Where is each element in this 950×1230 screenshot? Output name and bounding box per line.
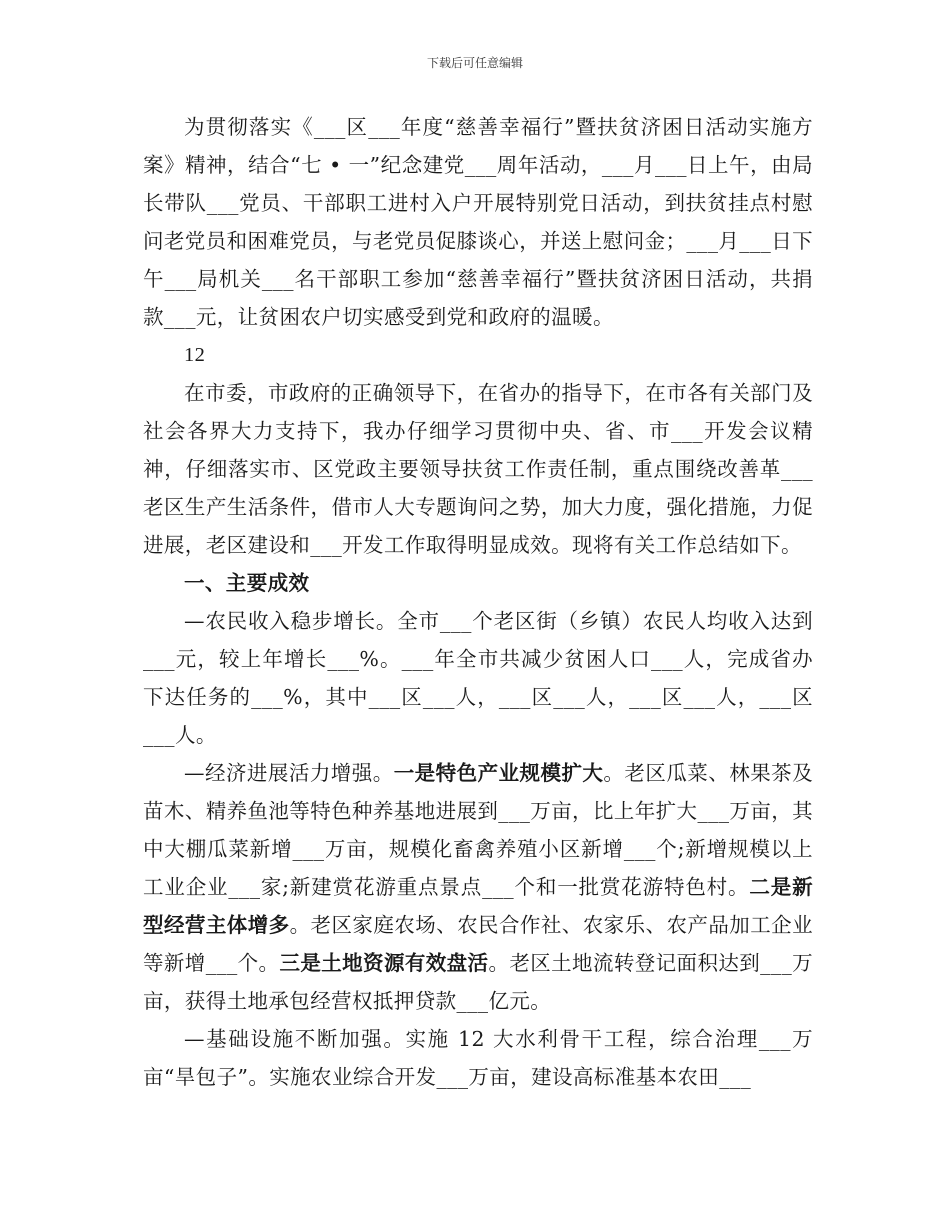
paragraph-economy: [143, 754, 813, 1020]
point-three: 三是土地资源有效盘活: [279, 951, 489, 975]
paragraph-activity: 为贯彻落实《___区___年度“慈善幸福行”暨扶贫济困日活动实施方案》精神，结合“七 • 一”纪念建党___周年活动，___月___日上午，由局长带队___党员、干部职工进村入户开展特别党日活动，到扶贫挂点村慰问老党员和困难党员，与老党员促膝谈心，并送上慰问金；___月___日下午___局机关___名干部职工参加“慈善幸福行”暨扶贫济困日活动，共捐款___元，让贫困农户切实感受到党和政府的温暖。: [143, 115, 813, 329]
section-number: 12: [184, 344, 206, 366]
point-one-text: 。老区瓜菜、林果茶及苗木、精养鱼池等特色种养基地进展到___万亩，比上年扩大___万亩，其中大棚瓜菜新增___万亩，规模化畜禽养殖小区新增___个;新增规模以上工业企业___家;新建赏花游重点景点___个和一批赏花游特色村。: [143, 761, 814, 899]
point-two-text: 。老区家庭农场、农民合作社、农家乐、农产品加工企业等新增___个。: [143, 913, 813, 975]
document-body: [143, 108, 813, 1096]
page-header: 下载后可任意编辑: [426, 56, 523, 70]
paragraph-infrastructure: —基础设施不断加强。实施 12 大水利骨干工程，综合治理___万亩“旱包子”。实施农业综合开发___万亩，建设高标准基本农田___: [143, 1027, 813, 1089]
paragraph-intro: 在市委，市政府的正确领导下，在省办的指导下，在市各有关部门及社会各界大力支持下，我办仔细学习贯彻中央、省、市___开发会议精神，仔细落实市、区党政主要领导扶贫工作责任制，重点围绕改善革___老区生产生活条件，借市人大专题询问之势，加大力度，强化措施，力促进展，老区建设和___开发工作取得明显成效。现将有关工作总结如下。: [143, 381, 813, 557]
section-heading: 一、主要成效: [184, 571, 310, 595]
economy-lead: —经济进展活力增强。: [184, 761, 394, 785]
point-two: 二是新型经营主体增多: [143, 875, 813, 937]
point-one: 一是特色产业规模扩大: [393, 761, 604, 785]
point-three-text: 。老区土地流转登记面积达到___万亩，获得土地承包经营权抵押贷款___亿元。: [143, 951, 814, 1013]
paragraph-income: —农民收入稳步增长。全市___个老区街（乡镇）农民人均收入达到___元，较上年增长___%。___年全市共减少贫困人口___人，完成省办下达任务的___%，其中___区___人，___区___人，___区___人，___区___人。: [143, 609, 813, 747]
